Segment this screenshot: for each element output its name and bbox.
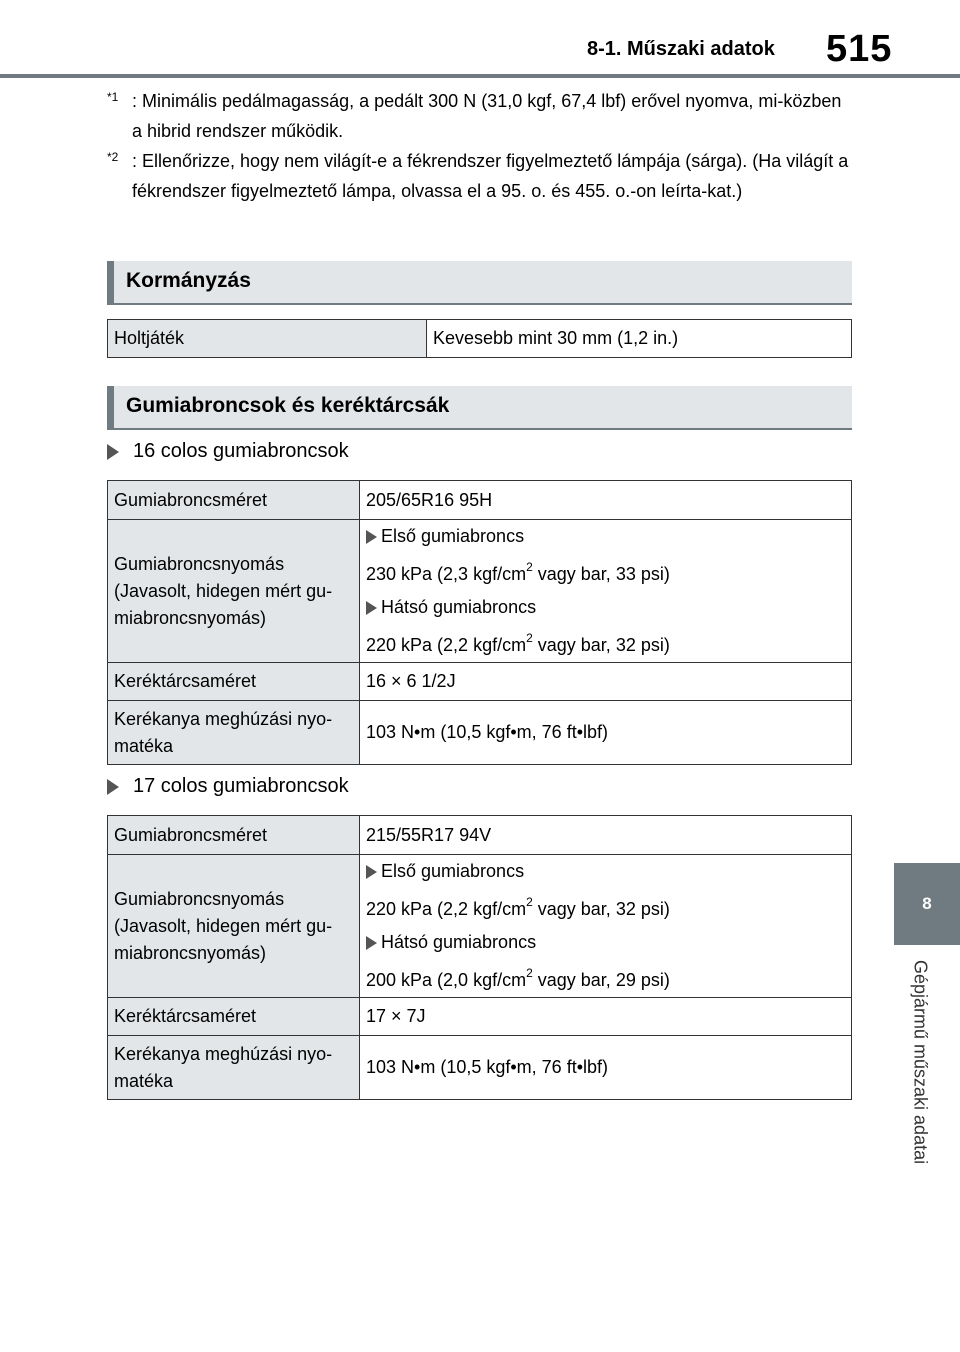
- spec-key: Gumiabroncsnyomás (Javasolt, hidegen mért gu-miabroncsnyomás): [108, 520, 360, 663]
- steering-table: [107, 319, 852, 358]
- pressure-text: 230 kPa (2,3 kgf/cm: [366, 564, 527, 584]
- table-row: [108, 481, 852, 520]
- triangle-bullet-icon: [366, 601, 377, 615]
- sub-label: Első gumiabroncs: [381, 861, 525, 881]
- triangle-bullet-icon: [366, 865, 377, 879]
- header-divider: [0, 74, 960, 78]
- sub-label: Hátsó gumiabroncs: [381, 932, 537, 952]
- triangle-bullet-icon: [366, 936, 377, 950]
- footnote-text: : Minimális pedálmagasság, a pedált 300 N (31,0 kgf, 67,4 lbf) erővel nyomva, mi-közben a hibrid rendszer működik.: [132, 91, 842, 141]
- tire-group-heading-17: [107, 775, 349, 798]
- pressure-text: vagy bar, 33 psi): [532, 564, 670, 584]
- spec-value: 17 × 7J: [360, 998, 852, 1036]
- footnote-2: [107, 146, 852, 206]
- footnote-mark: *1: [107, 90, 119, 104]
- sub-label: Hátsó gumiabroncs: [381, 597, 537, 617]
- spec-value: 103 N•m (10,5 kgf•m, 76 ft•lbf): [360, 701, 852, 765]
- front-tire-label: [366, 523, 845, 550]
- chapter-tab: 8: [894, 863, 960, 945]
- page-number: 515: [826, 28, 893, 70]
- spec-value-pressure: [360, 855, 852, 998]
- spec-key: Keréktárcsaméret: [108, 663, 360, 701]
- pressure-text: vagy bar, 29 psi): [532, 970, 670, 990]
- pressure-text: 220 kPa (2,2 kgf/cm: [366, 635, 527, 655]
- superscript: 2: [526, 560, 533, 574]
- superscript: 2: [526, 895, 533, 909]
- spec-value: Kevesebb mint 30 mm (1,2 in.): [427, 320, 852, 358]
- table-row: [108, 520, 852, 663]
- table-row: [108, 855, 852, 998]
- rear-tire-pressure: [366, 962, 845, 994]
- pressure-text: vagy bar, 32 psi): [532, 899, 670, 919]
- superscript: 2: [526, 631, 533, 645]
- spec-value: 215/55R17 94V: [360, 816, 852, 855]
- section-title: 8-1. Műszaki adatok: [587, 38, 775, 60]
- table-row: [108, 320, 852, 358]
- tire-table-17: [107, 815, 852, 1100]
- spec-key: Gumiabroncsméret: [108, 816, 360, 855]
- table-row: [108, 663, 852, 701]
- sub-label: Első gumiabroncs: [381, 526, 525, 546]
- pressure-text: 200 kPa (2,0 kgf/cm: [366, 970, 527, 990]
- spec-key: Gumiabroncsméret: [108, 481, 360, 520]
- spec-value: 103 N•m (10,5 kgf•m, 76 ft•lbf): [360, 1036, 852, 1100]
- spec-key: Gumiabroncsnyomás (Javasolt, hidegen mért gu-miabroncsnyomás): [108, 855, 360, 998]
- chapter-label: [900, 960, 940, 1210]
- tire-group-heading-16: [107, 440, 349, 463]
- pressure-text: 220 kPa (2,2 kgf/cm: [366, 899, 527, 919]
- spec-key: Kerékanya meghúzási nyo-matéka: [108, 1036, 360, 1100]
- front-tire-pressure: [366, 891, 845, 923]
- tire-table-16: [107, 480, 852, 765]
- footnote-mark: *2: [107, 150, 119, 164]
- chapter-label-text: Gépjármű műszaki adatai: [910, 960, 931, 1165]
- steering-heading: Kormányzás: [107, 261, 852, 305]
- table-row: [108, 701, 852, 765]
- spec-key: Kerékanya meghúzási nyo-matéka: [108, 701, 360, 765]
- tires-heading: Gumiabroncsok és keréktárcsák: [107, 386, 852, 430]
- spec-value: 16 × 6 1/2J: [360, 663, 852, 701]
- rear-tire-pressure: [366, 627, 845, 659]
- footnote-1: [107, 86, 852, 146]
- tire-group-label: 17 colos gumiabroncsok: [133, 775, 349, 797]
- spec-key: Holtjáték: [108, 320, 427, 358]
- pressure-text: vagy bar, 32 psi): [532, 635, 670, 655]
- spec-key: Keréktárcsaméret: [108, 998, 360, 1036]
- triangle-bullet-icon: [366, 530, 377, 544]
- tire-group-label: 16 colos gumiabroncsok: [133, 440, 349, 462]
- spec-value-pressure: [360, 520, 852, 663]
- rear-tire-label: [366, 594, 845, 621]
- spec-value: 205/65R16 95H: [360, 481, 852, 520]
- front-tire-label: [366, 858, 845, 885]
- superscript: 2: [526, 966, 533, 980]
- rear-tire-label: [366, 929, 845, 956]
- table-row: [108, 816, 852, 855]
- footnote-text: : Ellenőrizze, hogy nem világít-e a fékrendszer figyelmeztető lámpája (sárga). (Ha világít a fékrendszer figyelmeztető lámpa, olvassa el a 95. o. és 455. o.-on leírta-kat.): [132, 151, 849, 201]
- table-row: [108, 1036, 852, 1100]
- table-row: [108, 998, 852, 1036]
- front-tire-pressure: [366, 556, 845, 588]
- triangle-bullet-icon: [107, 779, 119, 795]
- triangle-bullet-icon: [107, 444, 119, 460]
